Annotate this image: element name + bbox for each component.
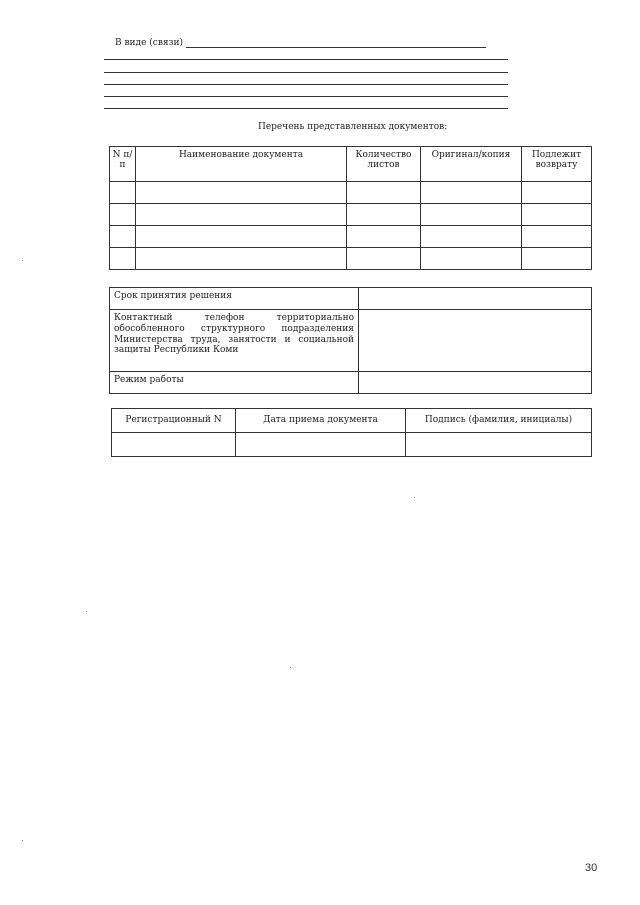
cell-sheets[interactable] [347, 248, 421, 270]
cell-sheets[interactable] [347, 226, 421, 248]
delivery-extra-line-3[interactable] [104, 84, 508, 85]
registration-table [111, 408, 592, 457]
cell-name[interactable] [136, 226, 347, 248]
documents-table [109, 146, 592, 270]
scan-speck [414, 497, 415, 498]
cell-num[interactable] [110, 204, 136, 226]
registration-value-row [112, 433, 592, 457]
col-header-sheets: Количество листов [347, 147, 421, 182]
delivery-extra-line-5[interactable] [104, 108, 508, 109]
registration-date-label: Дата приема документа [236, 409, 406, 433]
decision-term-field[interactable] [359, 288, 592, 310]
col-header-original: Оригинал/копия [421, 147, 522, 182]
cell-original[interactable] [421, 204, 522, 226]
page-number: 30 [585, 862, 598, 874]
scan-speck [290, 667, 291, 668]
registration-number-label: Регистрационный N [112, 409, 236, 433]
col-header-num: N п/п [110, 147, 136, 182]
contact-phone-field[interactable] [359, 310, 592, 372]
cell-sheets[interactable] [347, 204, 421, 226]
delivery-extra-line-4[interactable] [104, 96, 508, 97]
table-row [110, 248, 592, 270]
cell-original[interactable] [421, 226, 522, 248]
work-hours-field[interactable] [359, 372, 592, 394]
documents-caption: Перечень представленных документов: [258, 122, 448, 132]
cell-sheets[interactable] [347, 182, 421, 204]
registration-date-field[interactable] [236, 433, 406, 457]
cell-num[interactable] [110, 182, 136, 204]
cell-return[interactable] [522, 182, 592, 204]
contact-phone-row [110, 310, 592, 372]
scan-speck [86, 611, 87, 612]
decision-term-label: Срок принятия решения [110, 288, 359, 310]
registration-number-field[interactable] [112, 433, 236, 457]
cell-return[interactable] [522, 226, 592, 248]
delivery-method-label: В виде (связи) [115, 38, 183, 48]
info-table [109, 287, 592, 394]
cell-return[interactable] [522, 248, 592, 270]
documents-header-row [110, 147, 592, 182]
cell-original[interactable] [421, 248, 522, 270]
col-header-return: Подлежит возврату [522, 147, 592, 182]
cell-num[interactable] [110, 226, 136, 248]
registration-signature-field[interactable] [406, 433, 592, 457]
delivery-extra-line-2[interactable] [104, 72, 508, 73]
contact-phone-label: Контактный телефон территориально обособленного структурного подразделения Министерства труда, занятости и социальной защиты Республики Коми [110, 310, 359, 372]
cell-return[interactable] [522, 204, 592, 226]
delivery-extra-line-1[interactable] [104, 59, 508, 60]
work-hours-label: Режим работы [110, 372, 359, 394]
cell-name[interactable] [136, 248, 347, 270]
cell-name[interactable] [136, 204, 347, 226]
cell-num[interactable] [110, 248, 136, 270]
decision-term-row [110, 288, 592, 310]
scan-speck [22, 840, 23, 841]
delivery-method-field[interactable] [186, 47, 486, 48]
cell-name[interactable] [136, 182, 347, 204]
work-hours-row [110, 372, 592, 394]
registration-header-row [112, 409, 592, 433]
col-header-name: Наименование документа [136, 147, 347, 182]
table-row [110, 182, 592, 204]
cell-original[interactable] [421, 182, 522, 204]
table-row [110, 204, 592, 226]
registration-signature-label: Подпись (фамилия, инициалы) [406, 409, 592, 433]
scan-speck [22, 260, 23, 261]
table-row [110, 226, 592, 248]
